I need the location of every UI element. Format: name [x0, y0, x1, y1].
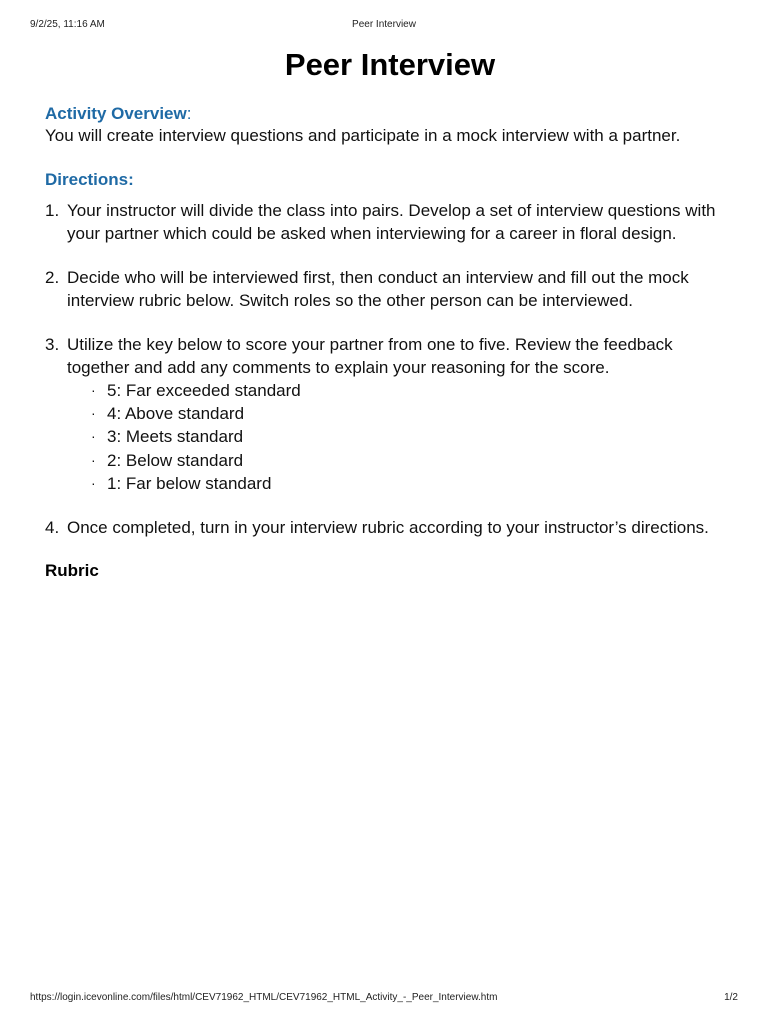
scoring-key-list — [67, 379, 735, 495]
step-number: 3. — [45, 335, 60, 354]
print-header — [30, 19, 738, 33]
page-title: Peer Interview — [284, 47, 496, 82]
print-datetime: 9/2/25, 11:16 AM — [30, 19, 105, 30]
step-number: 4. — [45, 518, 60, 538]
rubric-heading: Rubric — [45, 561, 99, 581]
direction-step-4 — [45, 516, 735, 539]
bullet-icon: · — [91, 474, 96, 491]
step-text: Utilize the key below to score your partner from one to five. Review the feedback together and add any comments to explain your reasoning for the score. — [67, 335, 673, 377]
scoring-key-text: 3: Meets standard — [107, 427, 244, 447]
scoring-key-item — [91, 379, 735, 402]
directions-heading: Directions: — [45, 170, 134, 189]
activity-overview-text: You will create interview questions and participate in a mock interview with a partner. — [45, 126, 681, 145]
activity-overview-colon: : — [186, 104, 192, 123]
scoring-key-text: 4: Above standard — [107, 404, 245, 424]
step-text: Once completed, turn in your interview rubric according to your instructor’s directions. — [67, 518, 709, 538]
print-footer — [30, 992, 738, 1006]
scoring-key-text: 2: Below standard — [107, 450, 244, 470]
bullet-icon: · — [91, 382, 96, 398]
scoring-key-text: 1: Far below standard — [107, 473, 272, 493]
activity-overview-heading — [45, 103, 735, 125]
step-number: 2. — [45, 268, 60, 287]
scoring-key-item — [91, 472, 735, 495]
scoring-key-item — [91, 402, 735, 425]
scoring-key-item — [91, 449, 735, 472]
page-number: 1/2 — [724, 992, 738, 1003]
page-url: https://login.icevonline.com/files/html/CEV71962_HTML/CEV71962_HTML_Activity_-_Peer_Interview.htm — [30, 992, 498, 1003]
print-header-title: Peer Interview — [352, 19, 416, 30]
step-text: Your instructor will divide the class into pairs. Develop a set of interview questions with your partner which could be asked when interviewing for a career in floral design. — [67, 201, 716, 243]
direction-step-1 — [45, 199, 735, 245]
scoring-key-item — [91, 425, 735, 448]
step-text: Decide who will be interviewed first, then conduct an interview and fill out the mock interview rubric below. Switch roles so the other person can be interviewed. — [67, 268, 689, 310]
bullet-icon: · — [91, 451, 96, 468]
directions-list — [45, 199, 735, 539]
direction-step-3 — [45, 333, 735, 495]
step-number: 1. — [45, 201, 60, 220]
bullet-icon: · — [91, 405, 96, 422]
direction-step-2 — [45, 266, 735, 312]
scoring-key-text: 5: Far exceeded standard — [107, 381, 301, 400]
activity-overview-label: Activity Overview — [45, 104, 187, 123]
bullet-icon: · — [91, 428, 96, 445]
document-body — [45, 46, 735, 582]
